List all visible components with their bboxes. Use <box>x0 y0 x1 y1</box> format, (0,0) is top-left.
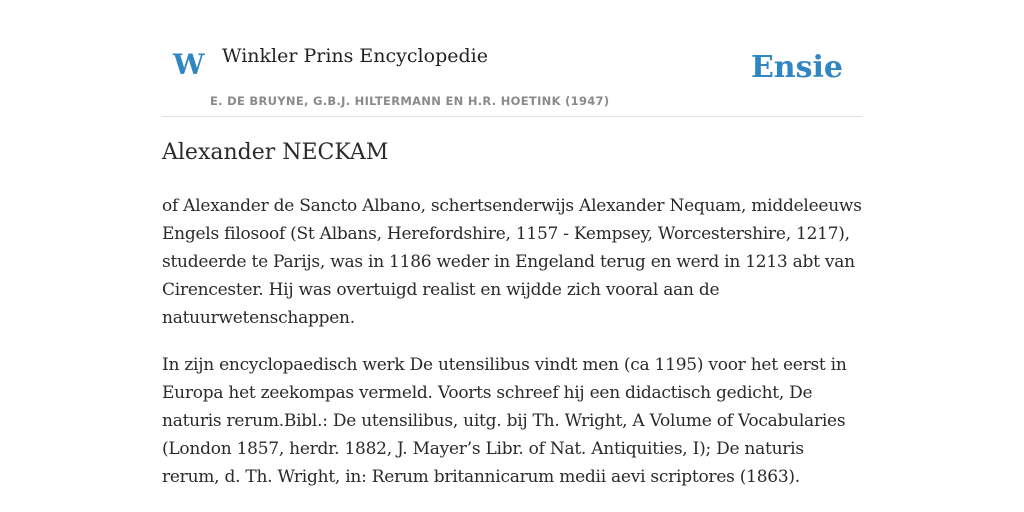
article-body <box>162 192 862 510</box>
brand-logo[interactable]: Ensie <box>750 50 843 85</box>
article-paragraph: of Alexander de Sancto Albano, schertsenderwijs Alexander Nequam, middeleeuws Engels filosoof (St Albans, Herefordshire, 1157 - Kempsey, Worcestershire, 1217), studeerde te Parijs, was in 1186 weder in Engeland terug en werd in 1213 abt van Cirencester. Hij was overtuigd realist en wijdde zich vooral aan de natuurwetenschappen. <box>162 196 862 328</box>
article-title: Alexander NECKAM <box>162 140 389 165</box>
header <box>162 40 862 117</box>
byline: E. DE BRUYNE, G.B.J. HILTERMANN EN H.R. HOETINK (1947) <box>210 94 610 108</box>
encyclopedia-logo[interactable]: W <box>173 48 205 81</box>
article-paragraph: In zijn encyclopaedisch werk De utensilibus vindt men (ca 1195) voor het eerst in Europa het zeekompas vermeld. Voorts schreef hij een didactisch gedicht, De naturis rerum.Bibl.: De utensilibus, uitg. bij Th. Wright, A Volume of Vocabularies (London 1857, herdr. 1882, J. Mayer’s Libr. of Nat. Antiquities, I); De naturis rerum, d. Th. Wright, in: Rerum britannicarum medii aevi scriptores (1863). <box>162 355 847 487</box>
site-title: Winkler Prins Encyclopedie <box>222 45 488 67</box>
